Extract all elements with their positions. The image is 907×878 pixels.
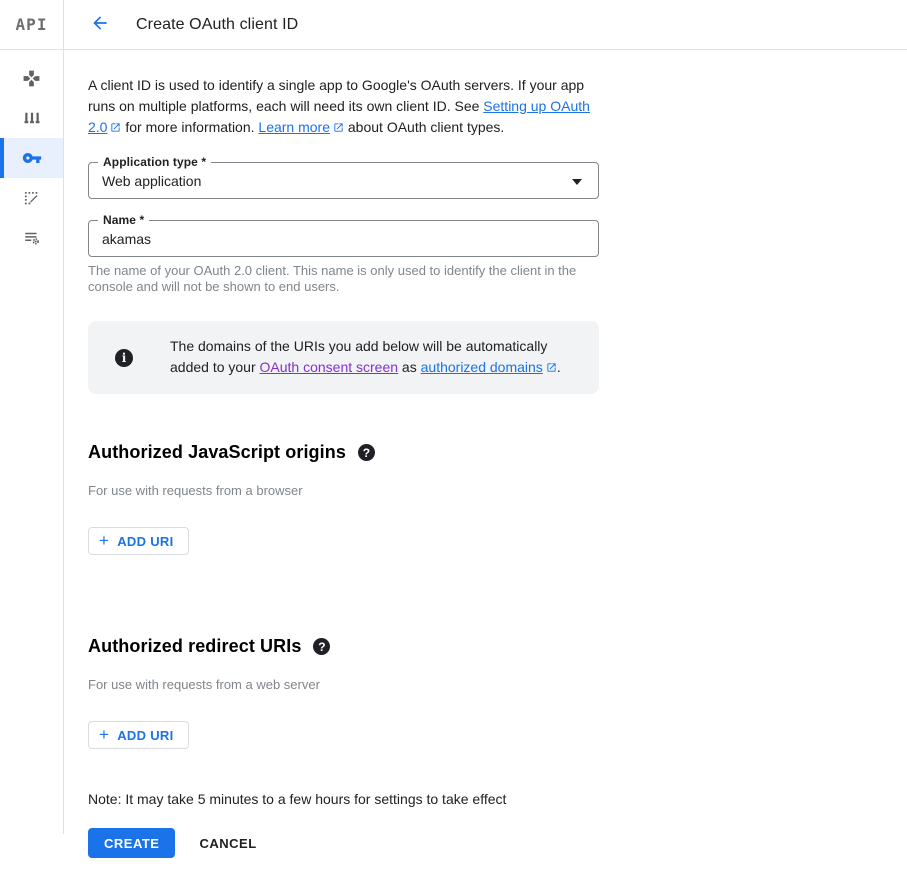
form-actions [88, 828, 599, 858]
external-link-icon [333, 118, 344, 139]
api-logo: API [15, 15, 48, 34]
sidebar-nav [0, 50, 63, 258]
create-button[interactable]: CREATE [88, 828, 175, 858]
page-title: Create OAuth client ID [136, 15, 299, 33]
add-uri-button-origins[interactable] [88, 527, 189, 555]
library-icon [23, 109, 41, 127]
chevron-down-icon [572, 179, 582, 185]
sidebar-item-library[interactable] [0, 98, 63, 138]
banner-text [170, 336, 583, 379]
key-icon [22, 148, 42, 168]
sidebar-item-oauth-consent-screen[interactable] [0, 178, 63, 218]
application-type-select[interactable] [88, 155, 599, 199]
oauth-consent-screen-link[interactable]: OAuth consent screen [259, 359, 399, 375]
add-uri-button-redirects[interactable] [88, 721, 189, 749]
add-uri-label: ADD URI [117, 533, 174, 549]
application-type-label: Application type * [98, 155, 211, 169]
banner-text-1: The domains of the URIs you add below will be automatically added to your [170, 338, 548, 375]
logo-box[interactable] [0, 0, 63, 50]
external-link-icon [546, 358, 557, 379]
dashboard-icon [22, 69, 41, 88]
info-banner [88, 321, 599, 394]
learn-more-link[interactable]: Learn more [258, 119, 330, 135]
external-link-icon [110, 118, 121, 139]
info-icon: i [115, 349, 133, 367]
redirect-uris-title-text: Authorized redirect URIs [88, 636, 302, 656]
banner-text-3: . [556, 359, 561, 375]
sidebar-item-usage-agreements[interactable] [0, 218, 63, 258]
arrow-left-icon [90, 13, 110, 36]
redirect-uris-subtitle: For use with requests from a web server [88, 677, 320, 692]
js-origins-section [88, 442, 599, 555]
help-icon[interactable]: ? [313, 638, 330, 655]
intro-text-1: A client ID is used to identify a single app to Google's OAuth servers. If your app runs on multiple platforms, each will need its own client ID. See [88, 77, 585, 114]
redirect-uris-title [88, 636, 599, 657]
sidebar [0, 0, 64, 834]
name-label: Name * [98, 213, 149, 227]
setting-up-oauth-link[interactable]: Setting up OAuth 2.0 [88, 98, 590, 135]
banner-text-2: as [398, 359, 421, 375]
name-input[interactable] [89, 221, 598, 256]
page-header [64, 0, 907, 50]
sidebar-item-dashboard[interactable] [0, 58, 63, 98]
sidebar-item-credentials[interactable] [0, 138, 63, 178]
intro-text-3: about OAuth client types. [344, 119, 505, 135]
js-origins-subtitle: For use with requests from a browser [88, 483, 303, 498]
js-origins-title [88, 442, 599, 463]
usage-agreements-icon [23, 229, 41, 247]
authorized-domains-link[interactable]: authorized domains [420, 359, 543, 375]
js-origins-title-text: Authorized JavaScript origins [88, 442, 346, 462]
intro-text-2: for more information. [121, 119, 259, 135]
plus-icon: + [99, 530, 110, 550]
page-content [64, 50, 624, 878]
consent-screen-icon [23, 190, 40, 207]
cancel-button[interactable]: CANCEL [199, 828, 256, 858]
intro-paragraph [88, 75, 599, 139]
name-field-container [88, 213, 599, 257]
application-type-value: Web application [102, 172, 202, 189]
add-uri-label: ADD URI [117, 727, 174, 743]
redirect-uris-section [88, 636, 599, 749]
plus-icon: + [99, 724, 110, 744]
settings-note: Note: It may take 5 minutes to a few hours for settings to take effect [88, 791, 507, 807]
name-helper-text: The name of your OAuth 2.0 client. This name is only used to identify the client in the console and will not be shown to end users. [88, 263, 577, 294]
back-button[interactable] [88, 13, 112, 37]
main-column [64, 0, 907, 851]
help-icon[interactable]: ? [358, 444, 375, 461]
